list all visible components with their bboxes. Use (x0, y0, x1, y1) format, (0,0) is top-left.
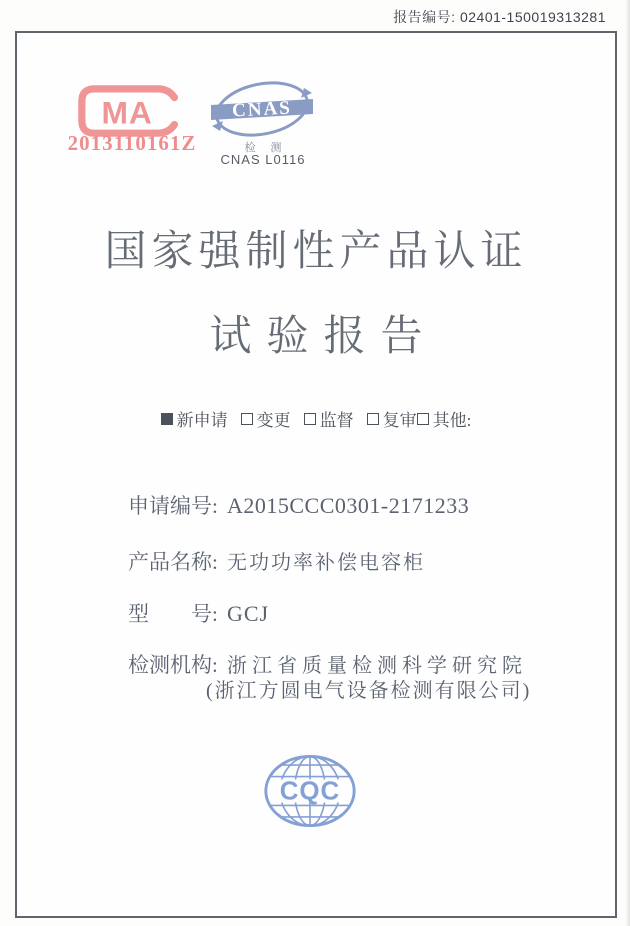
checkbox-other-icon (417, 413, 429, 425)
apply-type-other (417, 406, 472, 431)
apply-type-new (161, 406, 228, 431)
checkbox-new-application-icon (161, 413, 173, 425)
application-number-value: A2015CCC0301-2171233 (227, 493, 470, 518)
checkbox-review-icon (367, 413, 379, 425)
model-label: 型 号: (128, 602, 218, 626)
apply-type-other-label: 其他: (432, 411, 472, 430)
document-title: 国家强制性产品认证 (104, 229, 528, 275)
checkbox-supervision-icon (304, 413, 316, 425)
scan-edge-shadow (625, 0, 630, 926)
test-institution-value: 浙江省质量检测科学研究院 (227, 655, 527, 677)
test-institution-label: 检测机构: (128, 653, 218, 677)
apply-type-review-label: 复审 (382, 411, 417, 430)
product-name-value: 无功功率补偿电容柜 (227, 552, 425, 574)
checkbox-change-icon (241, 413, 253, 425)
apply-type-supervision-label: 监督 (319, 411, 354, 430)
apply-type-new-label: 新申请 (176, 411, 228, 430)
application-number-label: 申请编号: (128, 494, 218, 518)
model-value: GCJ (227, 601, 270, 626)
report-number (393, 7, 606, 27)
apply-type-change (241, 406, 291, 431)
cnas-caption-jiance: 检 测 (244, 142, 288, 154)
cqc-letters: CQC (279, 777, 341, 806)
cnas-band-text: CNAS (231, 97, 293, 122)
apply-type-supervision (304, 406, 354, 431)
cqc-logo-icon (262, 751, 358, 831)
cnas-accreditation-number: CNAS L0116 (220, 152, 306, 167)
apply-type-change-label: 变更 (256, 411, 291, 430)
application-type-row (15, 406, 617, 431)
product-name-label: 产品名称: (128, 550, 218, 574)
field-application-number (128, 490, 469, 520)
field-model (128, 598, 269, 628)
report-number-label: 报告编号: (393, 9, 456, 25)
cma-cert-number: 2013110161Z (67, 131, 197, 155)
field-product-name (128, 546, 425, 576)
cnas-logo-icon (211, 80, 313, 142)
cma-letters: MA (101, 94, 153, 131)
cma-logo-icon (78, 84, 186, 138)
apply-type-review (367, 406, 417, 431)
document-subtitle: 试验报告 (209, 314, 438, 360)
report-number-value: 02401-150019313281 (459, 9, 606, 25)
test-institution-subsidiary: (浙江方圆电气设备检测有限公司) (206, 680, 532, 702)
